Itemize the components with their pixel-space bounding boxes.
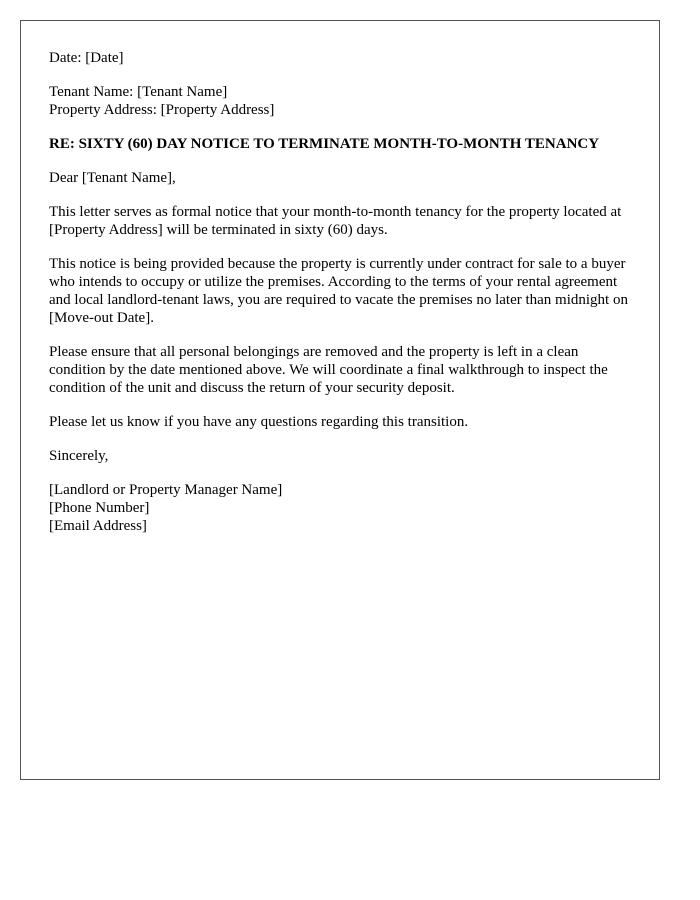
signature-phone: [Phone Number]: [49, 500, 150, 516]
body-paragraph-notice: This letter serves as formal notice that your month-to-month tenancy for the property located at [Property Address] will be terminated in sixty (60) days.: [49, 204, 622, 238]
signature-block: [49, 481, 631, 535]
property-address-line: Property Address: [Property Address]: [49, 102, 275, 118]
recipient-block: [49, 83, 631, 119]
body-paragraph-questions: Please let us know if you have any questions regarding this transition.: [49, 414, 469, 430]
signature-email: [Email Address]: [49, 518, 147, 534]
tenant-name-line: Tenant Name: [Tenant Name]: [49, 84, 228, 100]
letter-page: [20, 20, 660, 780]
subject-line: RE: SIXTY (60) DAY NOTICE TO TERMINATE MONTH-TO-MONTH TENANCY: [49, 136, 600, 152]
date-line: Date: [Date]: [49, 50, 124, 66]
body-paragraph-reason: This notice is being provided because the property is currently under contract for sale to a buyer who intends to occupy or utilize the premises. According to the terms of your rental agreement and local landlord-tenant laws, you are required to vacate the premises no later than midnight on [Move-out Date].: [49, 256, 628, 326]
body-paragraph-instructions: Please ensure that all personal belongings are removed and the property is left in a clean condition by the date mentioned above. We will coordinate a final walkthrough to inspect the condition of the unit and discuss the return of your security deposit.: [49, 344, 608, 396]
closing: Sincerely,: [49, 448, 109, 464]
salutation: Dear [Tenant Name],: [49, 170, 176, 186]
signature-name: [Landlord or Property Manager Name]: [49, 482, 283, 498]
